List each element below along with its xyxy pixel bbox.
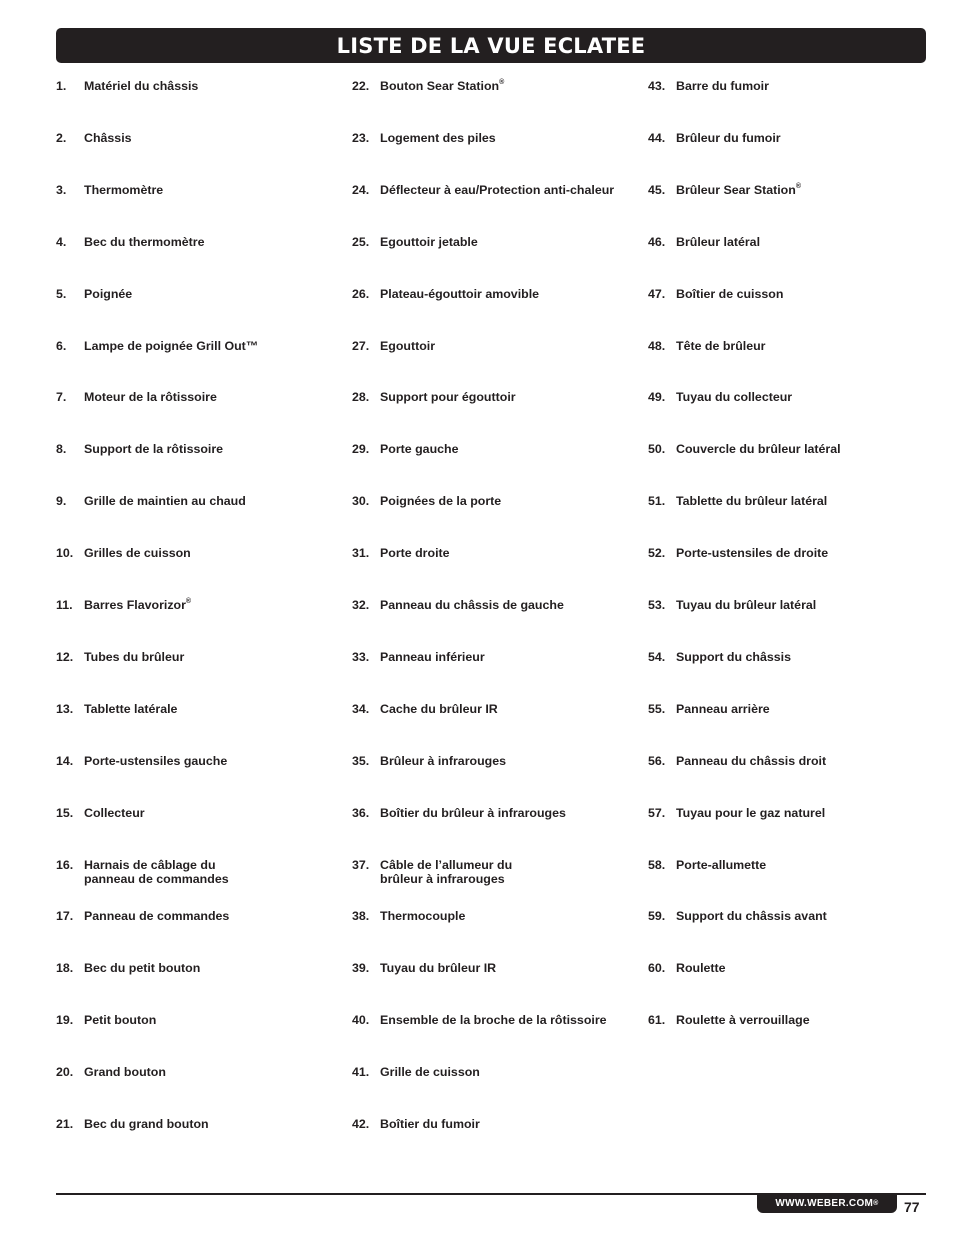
part-number: 60. [648,961,666,975]
part-list-item [56,909,336,923]
part-label-text: Brûleur latéral [676,235,761,249]
part-number: 39. [352,961,370,975]
part-number: 4. [56,235,67,249]
part-list-item [352,546,632,560]
part-label [84,79,198,93]
part-label [84,858,229,886]
part-label-text: Thermocouple [380,909,466,923]
part-label [380,287,539,301]
part-label [380,1065,480,1079]
part-list-item [648,754,928,768]
website-url: WWW.WEBER.COM [775,1198,874,1209]
part-list-item [352,1117,632,1131]
part-number: 48. [648,339,666,353]
part-label-text: Support du châssis [676,650,791,664]
part-label-text: Brûleur Sear Station [676,183,796,197]
part-label-text: Logement des piles [380,131,496,145]
part-list-item [56,235,336,249]
part-list-item [648,546,928,560]
part-number: 21. [56,1117,74,1131]
part-list-item [56,961,336,975]
part-label-text: Porte-ustensiles de droite [676,546,829,560]
part-label-text: Roulette à verrouillage [676,1013,810,1027]
part-label-text: Barres Flavorizor [84,598,186,612]
part-list-item [352,442,632,456]
part-number: 14. [56,754,74,768]
registered-mark: ® [185,598,192,605]
part-label-text: Lampe de poignée Grill Out™ [84,339,259,353]
part-label [380,494,501,508]
part-label-text: Panneau inférieur [380,650,485,664]
part-list-item [352,961,632,975]
part-label [84,598,191,612]
part-label [676,442,841,456]
part-label [84,909,229,923]
part-label [676,131,781,145]
part-label-text: Déflecteur à eau/Protection anti-chaleur [380,183,615,197]
part-label [380,858,512,886]
part-label [84,1117,209,1131]
part-number: 35. [352,754,370,768]
part-list-item [648,131,928,145]
part-number: 28. [352,390,370,404]
part-number: 11. [56,598,73,612]
part-list-item [56,390,336,404]
part-number: 8. [56,442,67,456]
part-number: 58. [648,858,666,872]
part-label-text: Brûleur à infrarouges [380,754,506,768]
part-list-item [56,339,336,353]
part-number: 2. [56,131,67,145]
part-label [84,442,223,456]
part-label-text: Panneau du châssis de gauche [380,598,564,612]
part-label-text: Barre du fumoir [676,79,769,93]
part-number: 24. [352,183,370,197]
part-label [84,1065,166,1079]
part-list-item [56,702,336,716]
part-label [676,598,816,612]
part-list-item [352,235,632,249]
part-list-item [648,909,928,923]
part-label-text: Boîtier du fumoir [380,1117,480,1131]
part-label-text: Grille de maintien au chaud [84,494,246,508]
part-label [380,598,564,612]
part-list-item [56,287,336,301]
part-label-text: Ensemble de la broche de la rôtissoire [380,1013,607,1027]
part-label [84,702,177,716]
part-list-item [352,1065,632,1079]
part-number: 41. [352,1065,370,1079]
part-label-text: Plateau-égouttoir amovible [380,287,540,301]
part-list-item [648,961,928,975]
part-number: 52. [648,546,666,560]
part-number: 5. [56,287,67,301]
part-label-text: Porte droite [380,546,450,560]
part-list-item [352,806,632,820]
part-label-text: Thermomètre [84,183,164,197]
part-list-item [56,754,336,768]
part-label [676,961,726,975]
website-badge [757,1194,897,1213]
part-number: 9. [56,494,67,508]
part-list-item [352,183,632,197]
part-number: 18. [56,961,74,975]
part-number: 30. [352,494,370,508]
part-number: 47. [648,287,666,301]
part-label-text: Collecteur [84,806,145,820]
part-list-item [648,702,928,716]
part-number: 61. [648,1013,666,1027]
part-label-text: Bec du thermomètre [84,235,205,249]
part-number: 44. [648,131,666,145]
part-number: 7. [56,390,67,404]
part-number: 40. [352,1013,370,1027]
part-number: 6. [56,339,67,353]
part-number: 36. [352,806,370,820]
part-label [84,1013,156,1027]
part-list-item [56,1065,336,1079]
part-number: 22. [352,79,370,93]
part-number: 16. [56,858,74,872]
part-label-text: Porte gauche [380,442,459,456]
part-list-item [648,858,928,872]
part-label-text: Cache du brûleur IR [380,702,498,716]
part-label-text: Bec du grand bouton [84,1117,209,1131]
part-label-text: Porte-allumette [676,858,767,872]
part-list-item [648,390,928,404]
part-number: 10. [56,546,74,560]
part-label-text: Bouton Sear Station [380,79,500,93]
part-label-text: Brûleur du fumoir [676,131,781,145]
part-label [84,494,246,508]
registered-mark: ® [795,183,801,190]
part-label-text: Panneau du châssis droit [676,754,827,768]
part-list-item [648,287,928,301]
part-number: 38. [352,909,370,923]
part-list-item [648,806,928,820]
part-label-text: Panneau de commandes [84,909,230,923]
part-label [676,858,766,872]
part-label [380,909,465,923]
part-list-item [352,858,632,886]
part-label [676,494,827,508]
part-label-text: Tablette du brûleur latéral [676,494,828,508]
part-list-item [352,909,632,923]
part-label [676,650,791,664]
part-label-text: Roulette [676,961,726,975]
page-title: LISTE DE LA VUE ECLATEE [56,28,926,63]
part-label [676,546,828,560]
part-label [676,702,770,716]
part-label-text: Moteur de la rôtissoire [84,390,217,404]
part-label [676,806,825,820]
part-label-text: Grand bouton [84,1065,166,1079]
registered-mark: ® [873,1199,879,1207]
part-label-text: Grille de cuisson [380,1065,480,1079]
part-list-item [648,598,928,612]
part-label [676,183,801,197]
part-label [380,235,478,249]
part-number: 25. [352,235,370,249]
part-label-text: Harnais de câblage du panneau de commandes [84,858,229,886]
part-list-item [56,546,336,560]
part-label [84,390,217,404]
part-label [84,650,184,664]
part-label-text: Support du châssis avant [676,909,827,923]
part-number: 32. [352,598,370,612]
part-number: 31. [352,546,370,560]
part-list-item [648,442,928,456]
part-list-item [352,1013,632,1027]
part-label [676,287,783,301]
part-list-item [56,806,336,820]
part-label-text: Grilles de cuisson [84,546,191,560]
part-number: 46. [648,235,666,249]
part-number: 54. [648,650,666,664]
part-label [380,79,504,93]
part-label [676,1013,810,1027]
part-number: 56. [648,754,666,768]
part-list-item [352,339,632,353]
part-list-item [56,1117,336,1131]
part-label [676,754,826,768]
part-label [676,390,792,404]
part-label-text: Poignée [84,287,133,301]
part-label-text: Tablette latérale [84,702,178,716]
part-number: 45. [648,183,666,197]
part-list-item [56,79,336,93]
part-label [380,754,506,768]
part-number: 50. [648,442,666,456]
part-label [84,183,163,197]
part-number: 3. [56,183,67,197]
part-label [84,131,132,145]
part-list-item [56,442,336,456]
part-label-text: Poignées de la porte [380,494,502,508]
page-number: 77 [904,1199,920,1215]
part-number: 23. [352,131,370,145]
part-list-item [56,858,336,886]
part-list-item [56,598,336,612]
part-label [84,287,132,301]
part-label-text: Porte-ustensiles gauche [84,754,228,768]
part-label [84,546,191,560]
part-list-item [648,1013,928,1027]
part-label-text: Couvercle du brûleur latéral [676,442,841,456]
part-list-item [56,494,336,508]
part-label [380,1013,607,1027]
part-label [676,909,827,923]
part-list-item [648,79,928,93]
part-label [84,806,145,820]
part-label-text: Câble de l’allumeur du brûleur à infrarouges [380,858,513,886]
part-label [380,183,614,197]
part-number: 27. [352,339,370,353]
part-number: 43. [648,79,666,93]
part-label [380,546,450,560]
part-list-item [648,235,928,249]
part-number: 26. [352,287,370,301]
part-list-item [352,494,632,508]
part-label-text: Boîtier du brûleur à infrarouges [380,806,566,820]
part-list-item [56,183,336,197]
part-label [84,961,200,975]
part-number: 49. [648,390,666,404]
part-list-item [648,339,928,353]
part-number: 33. [352,650,370,664]
part-list-item [56,131,336,145]
part-label [380,961,496,975]
part-list-item [352,131,632,145]
part-label-text: Petit bouton [84,1013,157,1027]
part-label-text: Support de la rôtissoire [84,442,224,456]
part-label-text: Tuyau du brûleur IR [380,961,497,975]
part-number: 13. [56,702,74,716]
part-label-text: Tuyau du brûleur latéral [676,598,817,612]
part-number: 12. [56,650,74,664]
part-label [676,235,760,249]
part-label-text: Bec du petit bouton [84,961,201,975]
part-list-item [352,79,632,93]
part-number: 17. [56,909,74,923]
part-list-item [352,754,632,768]
part-number: 19. [56,1013,74,1027]
part-label [380,702,498,716]
part-label-text: Matériel du châssis [84,79,199,93]
part-number: 59. [648,909,666,923]
part-list-item [352,702,632,716]
part-label-text: Panneau arrière [676,702,770,716]
part-label [84,235,205,249]
part-label-text: Tuyau du collecteur [676,390,793,404]
part-list-item [648,494,928,508]
part-list-item [352,598,632,612]
part-label [380,442,459,456]
part-label-text: Boîtier de cuisson [676,287,784,301]
part-label [380,806,566,820]
part-number: 37. [352,858,370,872]
part-label [380,131,496,145]
part-number: 57. [648,806,666,820]
part-label [380,390,516,404]
registered-mark: ® [499,79,505,86]
part-label-text: Tubes du brûleur [84,650,185,664]
part-label-text: Châssis [84,131,132,145]
part-number: 29. [352,442,370,456]
part-list-item [648,650,928,664]
part-label-text: Support pour égouttoir [380,390,516,404]
part-label [380,650,485,664]
part-number: 1. [56,79,67,93]
part-label [380,339,435,353]
part-label-text: Tête de brûleur [676,339,766,353]
part-label [84,754,227,768]
part-label-text: Egouttoir jetable [380,235,478,249]
part-list-item [56,1013,336,1027]
part-label-text: Egouttoir [380,339,436,353]
part-label [676,339,766,353]
part-number: 20. [56,1065,74,1079]
part-list-item [56,650,336,664]
part-label [380,1117,480,1131]
part-number: 51. [648,494,666,508]
part-list-item [648,183,928,197]
part-label [84,339,258,353]
part-label-text: Tuyau pour le gaz naturel [676,806,826,820]
part-list-item [352,287,632,301]
part-number: 42. [352,1117,370,1131]
part-number: 15. [56,806,74,820]
part-number: 53. [648,598,666,612]
part-list-item [352,390,632,404]
part-number: 55. [648,702,666,716]
part-number: 34. [352,702,370,716]
part-label [676,79,769,93]
part-list-item [352,650,632,664]
